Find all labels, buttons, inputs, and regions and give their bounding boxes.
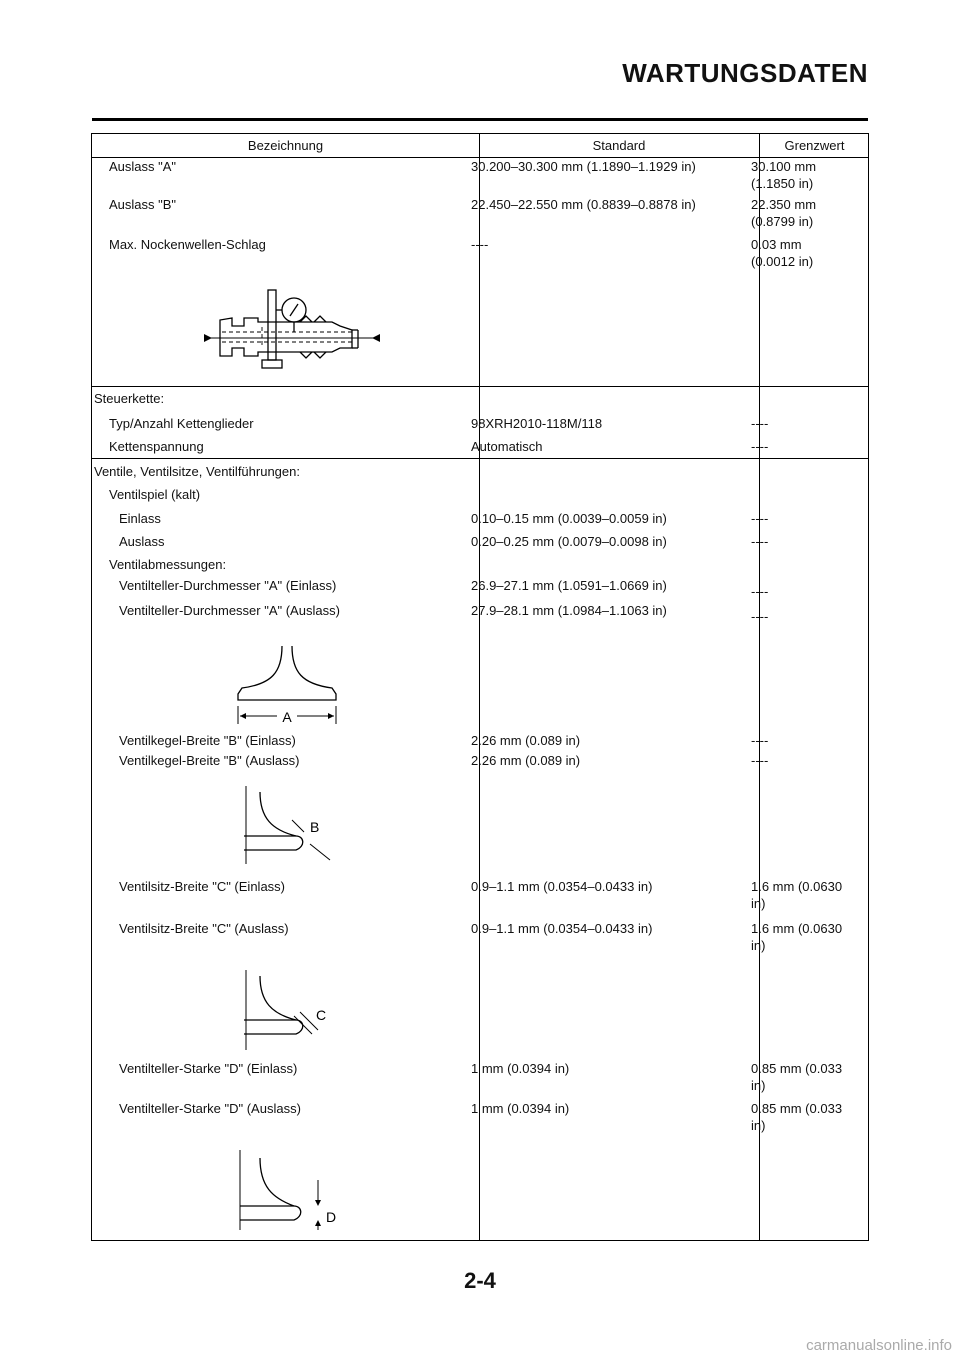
row-limit: ---- xyxy=(751,534,769,549)
row-standard: 0.20–0.25 mm (0.0079–0.0098 in) xyxy=(471,534,667,549)
row-standard: 2.26 mm (0.089 in) xyxy=(471,753,581,768)
row-limit: ---- xyxy=(751,753,769,768)
row-name: Ventilkegel-Breite "B" (Auslass) xyxy=(119,753,300,768)
row-name: Ventilteller-Durchmesser "A" (Auslass) xyxy=(119,603,340,618)
row-name: Max. Nockenwellen-Schlag xyxy=(109,237,266,252)
section-heading-valves: Ventile, Ventilsitze, Ventilführungen: xyxy=(94,464,300,479)
column-header-limit: Grenzwert xyxy=(784,138,845,153)
row-limit: 0.03 mm xyxy=(751,237,802,252)
section-heading-chain: Steuerkette: xyxy=(94,391,165,406)
row-limit: 1.6 mm (0.0630 xyxy=(751,879,843,894)
row-limit: ---- xyxy=(751,609,769,624)
row-standard: 27.9–28.1 mm (1.0984–1.1063 in) xyxy=(471,603,667,618)
figure-label-c: C xyxy=(316,1007,327,1023)
row-standard: 26.9–27.1 mm (1.0591–1.0669 in) xyxy=(471,578,667,593)
row-limit: ---- xyxy=(751,416,769,431)
figure-label-d: D xyxy=(326,1209,337,1225)
valve-head-diameter-figure xyxy=(232,644,342,728)
valve-margin-thickness-figure xyxy=(232,1148,342,1232)
row-name: Ventilteller-Starke "D" (Einlass) xyxy=(119,1061,298,1076)
row-limit: 1.6 mm (0.0630 xyxy=(751,921,843,936)
subheading-clearance: Ventilspiel (kalt) xyxy=(109,487,201,502)
row-standard: 30.200–30.300 mm (1.1890–1.1929 in) xyxy=(471,159,696,174)
row-limit: (1.1850 in) xyxy=(751,176,814,191)
row-limit: in) xyxy=(751,1118,766,1133)
row-name: Ventilsitz-Breite "C" (Auslass) xyxy=(119,921,289,936)
spec-table xyxy=(91,133,869,1241)
row-standard: 0.9–1.1 mm (0.0354–0.0433 in) xyxy=(471,921,653,936)
row-limit: in) xyxy=(751,1078,766,1093)
row-limit: ---- xyxy=(751,733,769,748)
row-name: Ventilteller-Starke "D" (Auslass) xyxy=(119,1101,301,1116)
row-name: Typ/Anzahl Kettenglieder xyxy=(109,416,254,431)
row-name: Einlass xyxy=(119,511,161,526)
row-name: Ventilkegel-Breite "B" (Einlass) xyxy=(119,733,296,748)
row-limit: ---- xyxy=(751,511,769,526)
row-standard: Automatisch xyxy=(471,439,543,454)
header-rule xyxy=(92,118,868,121)
column-header-name: Bezeichnung xyxy=(247,138,324,153)
watermark-footer: carmanualsonline.info xyxy=(806,1337,952,1354)
section-divider xyxy=(92,458,868,459)
row-standard: 0.10–0.15 mm (0.0039–0.0059 in) xyxy=(471,511,667,526)
row-standard: ---- xyxy=(471,237,489,252)
row-standard: 0.9–1.1 mm (0.0354–0.0433 in) xyxy=(471,879,653,894)
row-limit: ---- xyxy=(751,439,769,454)
row-name: Kettenspannung xyxy=(109,439,204,454)
row-limit: in) xyxy=(751,938,766,953)
section-divider xyxy=(92,386,868,387)
row-name: Ventilteller-Durchmesser "A" (Einlass) xyxy=(119,578,337,593)
column-header-standard: Standard xyxy=(592,138,646,153)
row-standard: 1 mm (0.0394 in) xyxy=(471,1061,570,1076)
row-limit: 0.85 mm (0.033 xyxy=(751,1101,843,1116)
subheading-dimensions: Ventilabmessungen: xyxy=(109,557,227,572)
camshaft-runout-figure xyxy=(202,282,382,382)
row-limit: 0.85 mm (0.033 xyxy=(751,1061,843,1076)
row-limit: (0.0012 in) xyxy=(751,254,814,269)
valve-seat-width-figure xyxy=(238,968,338,1052)
page-number: 2-4 xyxy=(464,1268,496,1293)
page-title: WARTUNGSDATEN xyxy=(622,58,868,88)
row-name: Auslass "B" xyxy=(109,197,177,212)
row-limit: ---- xyxy=(751,584,769,599)
row-limit: 22.350 mm xyxy=(751,197,817,212)
row-name: Auslass xyxy=(119,534,165,549)
row-name: Auslass "A" xyxy=(109,159,177,174)
row-standard: 22.450–22.550 mm (0.8839–0.8878 in) xyxy=(471,197,696,212)
figure-label-a: A xyxy=(282,709,292,725)
row-limit: 30.100 mm xyxy=(751,159,817,174)
row-standard: 98XRH2010-118M/118 xyxy=(471,416,603,431)
row-standard: 1 mm (0.0394 in) xyxy=(471,1101,570,1116)
row-limit: in) xyxy=(751,896,766,911)
row-name: Ventilsitz-Breite "C" (Einlass) xyxy=(119,879,285,894)
row-standard: 2.26 mm (0.089 in) xyxy=(471,733,581,748)
row-limit: (0.8799 in) xyxy=(751,214,814,229)
figure-label-b: B xyxy=(310,819,320,835)
valve-face-width-figure xyxy=(238,784,338,866)
